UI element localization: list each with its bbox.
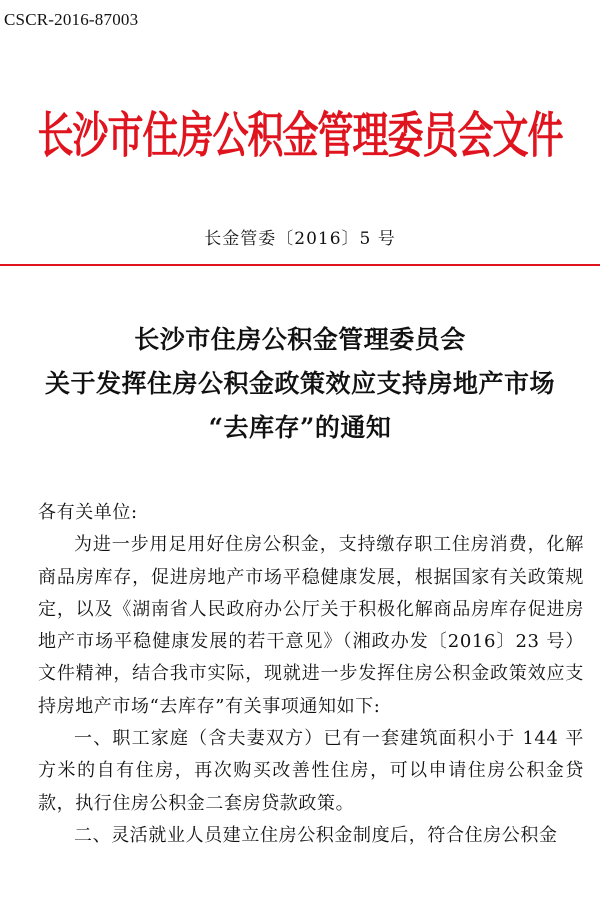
document-code: CSCR-2016-87003 [4, 10, 139, 29]
notice-title-line-3: “去库存”的通知 [208, 413, 392, 442]
issuer-header-title: 长沙市住房公积金管理委员会文件 [37, 108, 563, 165]
salutation: 各有关单位: [38, 502, 138, 523]
notice-title-line-1: 长沙市住房公积金管理委员会 [134, 325, 466, 354]
body-paragraph-item-2: 二、灵活就业人员建立住房公积金制度后，符合住房公积金 [74, 824, 558, 846]
body-paragraph-intro: 为进一步用足用好住房公积金，支持缴存职工住房消费，化解商品房库存，促进房地产市场平稳健康发展，根据国家有关政策规定，以及《湖南省人民政府办公厅关于积极化解商品房库存促进房地产市场平稳健康发展的若干意见》（湘政办发〔2016〕23 号）文件精神，结合我市实际，现就进一步发挥住房公积金政策效应支持房地产市场“去库存”有关事项通知如下: [38, 534, 584, 717]
notice-title-line-2: 关于发挥住房公积金政策效应支持房地产市场 [44, 369, 555, 398]
notice-title [0, 318, 600, 450]
document-body [38, 497, 584, 852]
body-paragraph-item-1: 一、职工家庭（含夫妻双方）已有一套建筑面积小于 144 平方米的自有住房，再次购买改善性住房，可以申请住房公积金贷款，执行住房公积金二套房贷款政策。 [38, 728, 584, 814]
document-number: 长金管委〔2016〕5 号 [204, 229, 396, 249]
red-divider-line [0, 264, 600, 266]
